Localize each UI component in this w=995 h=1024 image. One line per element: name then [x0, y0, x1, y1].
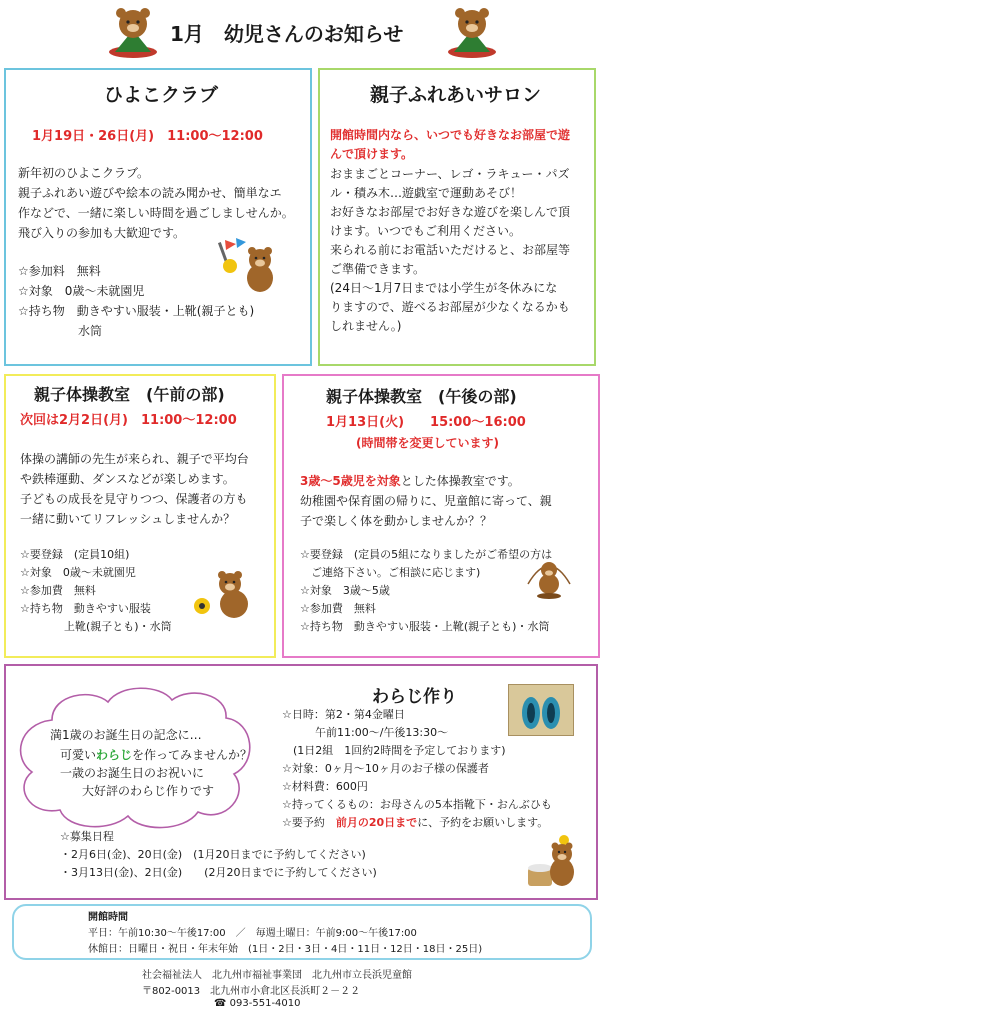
footer-phone-number: 093-551-4010 [229, 998, 301, 1009]
hiyoko-body-2: 親子ふれあい遊びや絵本の読み聞かせ、簡単なエ [18, 186, 282, 200]
salon-panel [318, 68, 596, 366]
taiso-am-info-4: ☆持ち物 動きやすい服装 [20, 602, 151, 615]
taiso-pm-note: (時間帯を変更しています) [356, 436, 499, 450]
taiso-am-body-2: や鉄棒運動、ダンスなどが楽しめます。 [20, 472, 235, 486]
footer-org: 社会福祉法人 北九州市福祉事業団 北九州市立長浜児童館 [142, 970, 412, 981]
taiso-pm-body-2: 子で楽しく体を動かしませんか？？ [300, 514, 493, 528]
salon-lead-1: 開館時間内なら、いつでも好きなお部屋で遊 [330, 128, 571, 142]
bear-doll-left-icon [107, 4, 159, 62]
salon-body-1: おままごとコーナー、レゴ・ラキュー・パズ [330, 167, 570, 181]
hiyoko-body-4: 飛び入りの参加も大歓迎です。 [18, 226, 186, 240]
waraji-reserve-red: 前月の20日まで [335, 816, 418, 829]
waraji-info-2: 午前11:00～/午後13:30～ [282, 726, 449, 739]
cloud-line-3: 一歳のお誕生日のお祝いに [60, 766, 205, 780]
taiso-am-info-3: ☆参加費 無料 [20, 584, 96, 597]
salon-body-6: ご準備できます。 [330, 262, 426, 276]
waraji-reserve-post: に、予約をお願いします。 [417, 816, 549, 829]
waraji-schedule-2: ・3月13日(金)、2日(金) (2月20日までに予約してください) [60, 866, 377, 879]
taiso-pm-info-5: ☆持ち物 動きやすい服装・上靴(親子とも)・水筒 [300, 620, 550, 633]
salon-body-2: ル・積み木…遊戯室で運動あそび！ [330, 186, 523, 200]
waraji-reserve [282, 814, 548, 832]
waraji-info-6: ☆持ってくるもの：お母さんの5本指靴下・おんぶひも [282, 798, 552, 811]
hiyoko-body-3: 作などで、一緒に楽しい時間を過ごしましせんか。 [18, 206, 294, 220]
hiyoko-title: ひよこクラブ [104, 84, 219, 106]
taiso-am-title: 親子体操教室 (午前の部) [34, 385, 225, 404]
waraji-info-5: ☆材料費：600円 [282, 780, 368, 793]
taiso-am-body-1: 体操の講師の先生が来られ、親子で平均台 [20, 452, 249, 466]
hiyoko-body-1: 新年初のひよこクラブ。 [18, 166, 150, 180]
taiso-pm-info-3: ☆対象 3歳～5歳 [300, 584, 390, 597]
bear-doll-right-icon [446, 4, 498, 62]
salon-body-8: りますので、遊べるお部屋が少なくなるかも [330, 300, 570, 314]
salon-title: 親子ふれあいサロン [370, 84, 542, 106]
hours-title: 開館時間 [88, 912, 128, 923]
taiso-am-info-1: ☆要登録 (定員10組) [20, 548, 130, 561]
taiso-pm-date: 1月13日(火) 15:00～16:00 [326, 415, 526, 430]
cloud-line-2-green: わらじ [96, 748, 133, 762]
taiso-am-info-2: ☆対象 0歳～未就園児 [20, 566, 136, 579]
taiso-am-date: 次回は2月2日(月) 11:00～12:00 [20, 413, 237, 428]
waraji-schedule-1: ・2月6日(金)、20日(金) (1月20日までに予約してください) [60, 848, 366, 861]
taiso-pm-info-2: ご連絡下さい。ご相談に応じます) [300, 566, 481, 579]
salon-body-4: けます。いつでもご利用ください。 [330, 224, 522, 238]
bear-jump-rope-icon [524, 554, 574, 604]
taiso-am-info-5: 上靴(親子とも)・水筒 [20, 620, 172, 633]
hours-line-1: 平日：午前10:30～午後17:00 ／ 毎週土曜日：午前9:00～午後17:00 [88, 928, 417, 939]
phone-icon: ☎ [214, 998, 227, 1009]
waraji-info-4: ☆対象：0ヶ月～10ヶ月のお子様の保護者 [282, 762, 489, 775]
taiso-am-panel [4, 374, 276, 658]
hiyoko-club-panel [4, 68, 312, 366]
hiyoko-info-1: ☆参加料 無料 [18, 264, 101, 278]
taiso-pm-lead-red: 3歳～5歳児を対象 [300, 474, 401, 488]
taiso-pm-info-4: ☆参加費 無料 [300, 602, 376, 615]
footer-address: 〒802-0013 北九州市小倉北区長浜町２－２２ [142, 986, 361, 997]
waraji-panel [4, 664, 598, 900]
hiyoko-info-2: ☆対象 0歳～未就園児 [18, 284, 145, 298]
cloud-line-2-pre: 可愛い [60, 748, 97, 762]
taiso-pm-panel [282, 374, 600, 658]
taiso-pm-title: 親子体操教室 (午後の部) [326, 387, 517, 406]
waraji-title: わらじ作り [372, 687, 457, 707]
taiso-pm-lead [300, 472, 520, 490]
cloud-line-2-post: を作ってみませんか？ [132, 748, 253, 762]
taiso-pm-body-1: 幼稚園や保育園の帰りに、児童館に寄って、親 [300, 494, 552, 508]
taiso-pm-info-1: ☆要登録 (定員の5組になりましたがご希望の方は [300, 548, 553, 561]
cloud-line-4: 大好評のわらじ作りです [82, 784, 215, 798]
page-title: 1月 幼児さんのお知らせ [170, 22, 404, 46]
salon-body-5: 来られる前にお電話いただけると、お部屋等 [330, 243, 571, 257]
waraji-photo [508, 684, 574, 736]
waraji-info-1: ☆日時：第2・第4金曜日 [282, 708, 405, 721]
waraji-schedule-title: ☆募集日程 [60, 830, 114, 843]
opening-hours-panel [12, 904, 592, 960]
bear-with-tub-icon [524, 832, 580, 896]
taiso-am-body-3: 子どもの成長を見守りつつ、保護者の方も [20, 492, 248, 506]
footer-phone [214, 998, 301, 1009]
salon-body-9: しれません。) [330, 319, 402, 333]
hiyoko-date: 1月19日・26日(月) 11:00～12:00 [32, 129, 263, 144]
salon-lead-2: んで頂けます。 [330, 147, 414, 161]
hours-line-2: 休館日：日曜日・祝日・年末年始 (1日・2日・3日・4日・11日・12日・18日・25日) [88, 944, 483, 955]
cloud-line-2 [60, 746, 252, 764]
salon-body-7: (24日～1月7日までは小学生が冬休みにな [330, 281, 558, 295]
salon-body-3: お好きなお部屋でお好きな遊びを楽しんで頂 [330, 205, 571, 219]
bear-exercising-icon [188, 566, 258, 626]
cloud-line-1: 満1歳のお誕生日の記念に… [50, 728, 202, 742]
hiyoko-info-4: 水筒 [18, 324, 103, 338]
waraji-reserve-pre: ☆要予約 [282, 816, 336, 829]
bear-with-flags-icon [216, 236, 286, 300]
hiyoko-info-3: ☆持ち物 動きやすい服装・上靴(親子とも) [18, 304, 255, 318]
taiso-pm-lead-rest: とした体操教室です。 [400, 474, 520, 488]
taiso-am-body-4: 一緒に動いてリフレッシュしませんか？ [20, 512, 236, 526]
waraji-info-3: (1日2組 1回約2時間を予定しております) [282, 744, 506, 757]
